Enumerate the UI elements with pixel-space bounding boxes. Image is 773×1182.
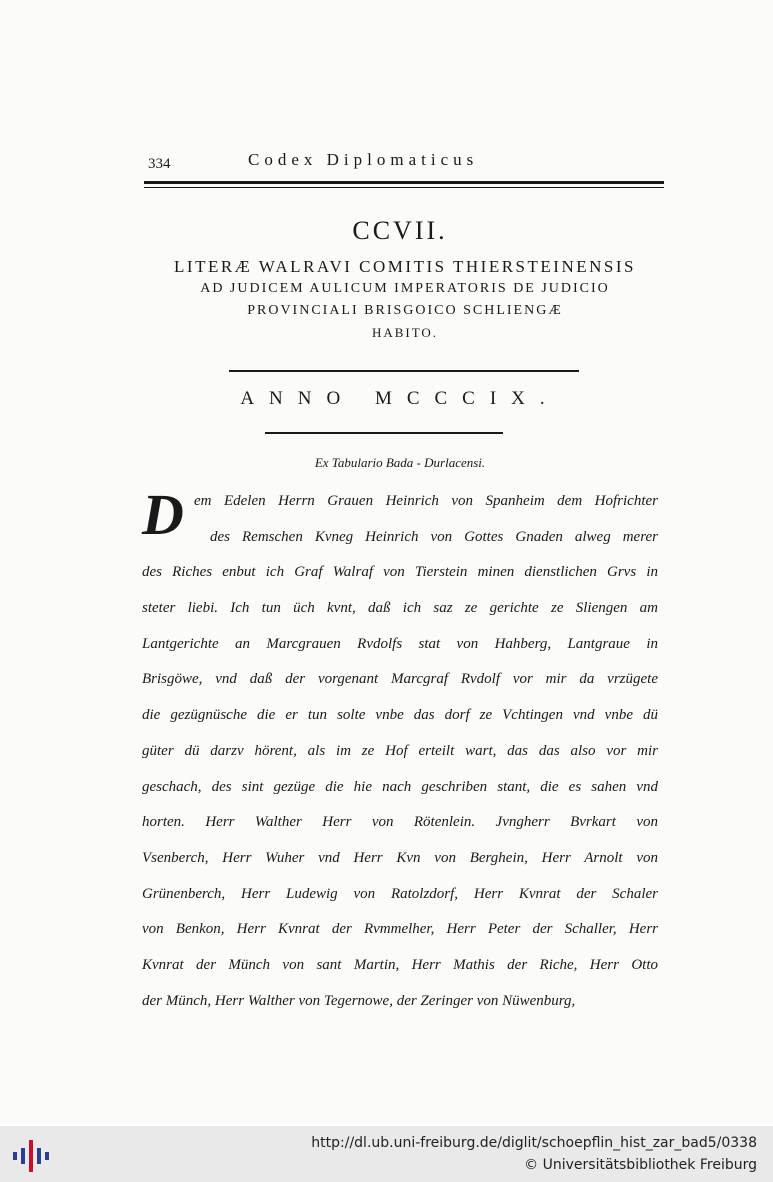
header-rule-thin [144, 187, 664, 188]
text-line: Vsenberch, Herr Wuher vnd Herr Kvn von Berghein, Herr Arnolt von [142, 849, 658, 866]
copyright-notice: © Universitätsbibliothek Freiburg [524, 1157, 757, 1173]
header-rule-thick [144, 181, 664, 184]
text-line: horten. Herr Walther Herr von Rötenlein. Jvngherr Bvrkart von [142, 814, 658, 831]
text-line: em Edelen Herrn Grauen Heinrich von Spanheim dem Hofrichter [194, 493, 658, 509]
source-note: Ex Tabulario Bada - Durlacensi. [314, 455, 486, 470]
text-line: die gezügnüsche die er tun solte vnbe das dorf ze Vchtingen vnd vnbe dü [142, 707, 658, 724]
permalink-url[interactable]: http://dl.ub.uni-freiburg.de/diglit/schoepflin_hist_zar_bad5/0338 [311, 1135, 757, 1151]
heading-line: LITERÆ WALRAVI COMITIS THIERSTEINENSIS [174, 257, 636, 276]
text-line: steter liebi. Ich tun üch kvnt, daß ich saz ze gerichte ze Sliengen am [142, 600, 658, 617]
running-header [148, 150, 668, 180]
heading-line: AD JUDICEM AULICUM IMPERATORIS DE JUDICIO [200, 281, 610, 296]
text-line: Kvnrat der Münch von sant Martin, Herr Mathis der Riche, Herr Otto [142, 956, 658, 973]
text-line: des Remschen Kvneg Heinrich von Gottes Gnaden alweg merer [210, 528, 658, 545]
heading-line: PROVINCIALI BRISGOICO SCHLIENGÆ [247, 303, 563, 318]
section-divider [229, 370, 579, 372]
text-line: Brisgöwe, vnd daß der vorgenant Marcgraf Rvdolf vor mir da vrzügete [142, 671, 658, 688]
text-line: der Münch, Herr Walther von Tegernowe, der Zeringer von Nüwenburg, [142, 992, 576, 1009]
viewer-footer [0, 1126, 773, 1182]
text-line: des Riches enbut ich Graf Walraf von Tierstein minen dienstlichen Grvs in [142, 564, 658, 581]
text-line: Lantgerichte an Marcgrauen Rvdolfs stat von Hahberg, Lantgraue in [142, 635, 658, 652]
drop-cap: D [142, 482, 184, 547]
heading-line: HABITO. [371, 325, 439, 340]
document-year: ANNO MCCCIX. [240, 388, 560, 409]
ub-freiburg-logo-icon[interactable] [10, 1136, 50, 1176]
section-divider [265, 432, 503, 434]
charter-text [142, 484, 658, 1019]
text-line: von Benkon, Herr Kvnrat der Rvmmelher, Herr Peter der Schaller, Herr [142, 921, 658, 938]
page-number: 334 [148, 156, 171, 172]
text-line: Grünenberch, Herr Ludewig von Ratolzdorf, Herr Kvnrat der Schaler [142, 885, 658, 902]
document-number: CCVII. [352, 216, 448, 245]
document-heading [120, 256, 690, 344]
text-line: güter dü darzv hörent, als im ze Hof erteilt wart, das das also vor mir [142, 742, 658, 759]
text-line: geschach, des sint gezüge die hie nach geschriben stant, die es sahen vnd [142, 778, 658, 795]
running-title: Codex Diplomaticus [248, 150, 479, 169]
